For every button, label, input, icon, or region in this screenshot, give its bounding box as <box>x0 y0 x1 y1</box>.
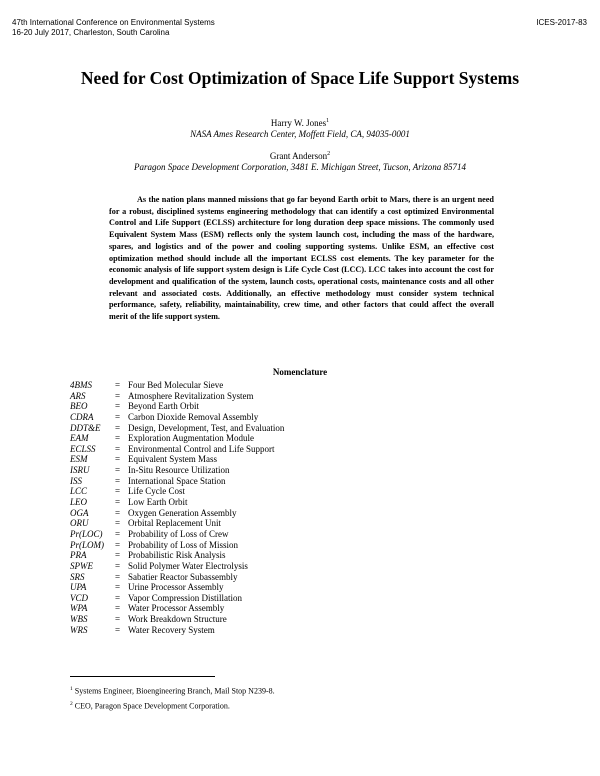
nomenclature-abbr: Pr(LOM) <box>70 539 104 550</box>
nomenclature-abbr: SRS <box>70 571 85 582</box>
nomenclature-abbr: DDT&E <box>70 422 101 433</box>
nomenclature-abbr: ECLSS <box>70 443 96 454</box>
nomenclature-definition: Water Recovery System <box>128 624 215 635</box>
nomenclature-definition: Orbital Replacement Unit <box>128 518 221 529</box>
footnote-2: $^2$ CEO, Paragon Space Development Corporation. <box>70 700 230 711</box>
nomenclature-separator: = <box>115 475 121 486</box>
footnote-mark: 1 <box>326 118 330 124</box>
nomenclature-abbr: EAM <box>70 433 89 444</box>
nomenclature-separator: = <box>115 624 121 635</box>
nomenclature-abbr: VCD <box>70 592 88 603</box>
nomenclature-separator: = <box>115 433 121 444</box>
nomenclature-definition: Atmosphere Revitalization System <box>128 390 254 401</box>
nomenclature-abbr: WPA <box>70 603 88 614</box>
footnote-1: $^1$ Systems Engineer, Bioengineering Branch, Mail Stop N239-8. <box>70 686 275 696</box>
nomenclature-separator: = <box>115 582 121 593</box>
nomenclature-separator: = <box>115 401 121 412</box>
nomenclature-abbr: LEO <box>70 497 88 508</box>
nomenclature-definition: Oxygen Generation Assembly <box>128 507 237 518</box>
nomenclature-separator: = <box>115 507 121 518</box>
nomenclature-separator: = <box>115 518 121 529</box>
paper-id: ICES-2017-83 <box>536 18 587 27</box>
nomenclature-separator: = <box>115 411 121 422</box>
nomenclature-definition: Life Cycle Cost <box>128 486 185 497</box>
nomenclature-separator: = <box>115 603 121 614</box>
footnote-divider <box>70 676 215 677</box>
nomenclature-separator: = <box>115 486 121 497</box>
nomenclature-separator: = <box>115 422 121 433</box>
conference-name: 47th International Conference on Environmental Systems <box>12 18 215 27</box>
nomenclature-definition: Urine Processor Assembly <box>128 582 224 593</box>
nomenclature-abbr: UPA <box>70 582 87 593</box>
nomenclature-separator: = <box>115 380 121 390</box>
conference-dates: 16-20 July 2017, Charleston, South Carolina <box>12 28 170 37</box>
nomenclature-definition: Work Breakdown Structure <box>128 614 227 625</box>
nomenclature-abbr: CDRA <box>70 411 94 422</box>
nomenclature-definition: Water Processor Assembly <box>128 603 225 614</box>
nomenclature-abbr: PRA <box>70 550 87 561</box>
footnote-mark: 2 <box>327 151 331 157</box>
author-affiliation: Paragon Space Development Corporation, 3481 E. Michigan Street, Tucson, Arizona 85714 <box>134 162 466 172</box>
nomenclature-definition: Probability of Loss of Mission <box>128 539 239 550</box>
author-name: Harry W. Jones <box>270 118 327 128</box>
nomenclature-abbr: ESM <box>70 454 88 465</box>
author-block-2 <box>0 149 600 173</box>
nomenclature-definition: Low Earth Orbit <box>128 497 188 508</box>
author-affiliation: NASA Ames Research Center, Moffett Field, CA, 94035-0001 <box>190 129 410 139</box>
nomenclature-separator: = <box>115 443 121 454</box>
nomenclature-definition: Exploration Augmentation Module <box>128 433 254 444</box>
nomenclature-separator: = <box>115 592 121 603</box>
nomenclature-abbr: ISS <box>70 475 82 486</box>
footnotes <box>70 683 275 712</box>
nomenclature-abbr: SPWE <box>70 560 93 571</box>
nomenclature-definition: International Space Station <box>128 475 226 486</box>
nomenclature-separator: = <box>115 550 121 561</box>
nomenclature-definition: Beyond Earth Orbit <box>128 401 199 412</box>
nomenclature-definition: Environmental Control and Life Support <box>128 443 275 454</box>
nomenclature-separator: = <box>115 614 121 625</box>
nomenclature-definition: Probability of Loss of Crew <box>128 528 229 539</box>
nomenclature-definition: Equivalent System Mass <box>128 454 217 465</box>
nomenclature-definition: Sabatier Reactor Subassembly <box>128 571 238 582</box>
nomenclature-definition: Carbon Dioxide Removal Assembly <box>128 411 259 422</box>
author-name: Grant Anderson <box>269 151 328 161</box>
nomenclature-abbr: ARS <box>70 390 86 401</box>
nomenclature-abbr: WRS <box>70 624 88 635</box>
abstract: As the nation plans manned missions that go far beyond Earth orbit to Mars, there is an urgent need for a robust, disciplined systems engineering methodology that can identify a cost optimized Environmental Control and Life Support (ECLSS) architecture for long duration deep space missions. The commonly used Equivalent System Mass (ESM) reflects only the system launch cost, including the mass of the hardware, spares, and logistics and of the power and cooling supporting systems. Unlike ESM, an effective cost optimization method should include all the important ECLSS cost elements. The key parameter for the economic analysis of life support system design is Life Cycle Cost (LCC). LCC takes into account the cost for development and qualification of the system, launch costs, operational costs, maintenance costs and all other relevant and associated costs. Additionally, an effective methodology must consider system technical performance, safety, reliability, maintainability, crew time, and other factors that could affect the overall merit of the life support system. <box>109 195 494 322</box>
nomenclature-abbr: OGA <box>70 507 89 518</box>
nomenclature-abbr: LCC <box>70 486 88 497</box>
running-header <box>12 18 215 38</box>
nomenclature-separator: = <box>115 390 121 401</box>
nomenclature-separator: = <box>115 465 121 476</box>
nomenclature-abbr: ISRU <box>70 465 90 476</box>
nomenclature-separator: = <box>115 560 121 571</box>
nomenclature-abbr: 4BMS <box>70 380 92 390</box>
nomenclature-definition: Vapor Compression Distillation <box>128 592 242 603</box>
nomenclature-definition: Probabilistic Risk Analysis <box>128 550 226 561</box>
nomenclature-separator: = <box>115 497 121 508</box>
nomenclature-definition: Four Bed Molecular Sieve <box>128 380 224 390</box>
nomenclature-separator: = <box>115 528 121 539</box>
nomenclature-abbr: Pr(LOC) <box>70 528 103 539</box>
nomenclature-abbr: ORU <box>70 518 89 529</box>
paper-title: Need for Cost Optimization of Space Life Support Systems <box>80 68 520 88</box>
nomenclature-separator: = <box>115 571 121 582</box>
nomenclature-abbr: BEO <box>70 401 88 412</box>
nomenclature-separator: = <box>115 454 121 465</box>
nomenclature-definition: In-Situ Resource Utilization <box>128 465 230 476</box>
nomenclature-separator: = <box>115 539 121 550</box>
nomenclature-definition: Design, Development, Test, and Evaluation <box>128 422 285 433</box>
nomenclature-heading: Nomenclature <box>272 367 328 377</box>
nomenclature-abbr: WBS <box>70 614 88 625</box>
nomenclature-definition: Solid Polymer Water Electrolysis <box>128 560 248 571</box>
author-block-1 <box>0 116 600 140</box>
